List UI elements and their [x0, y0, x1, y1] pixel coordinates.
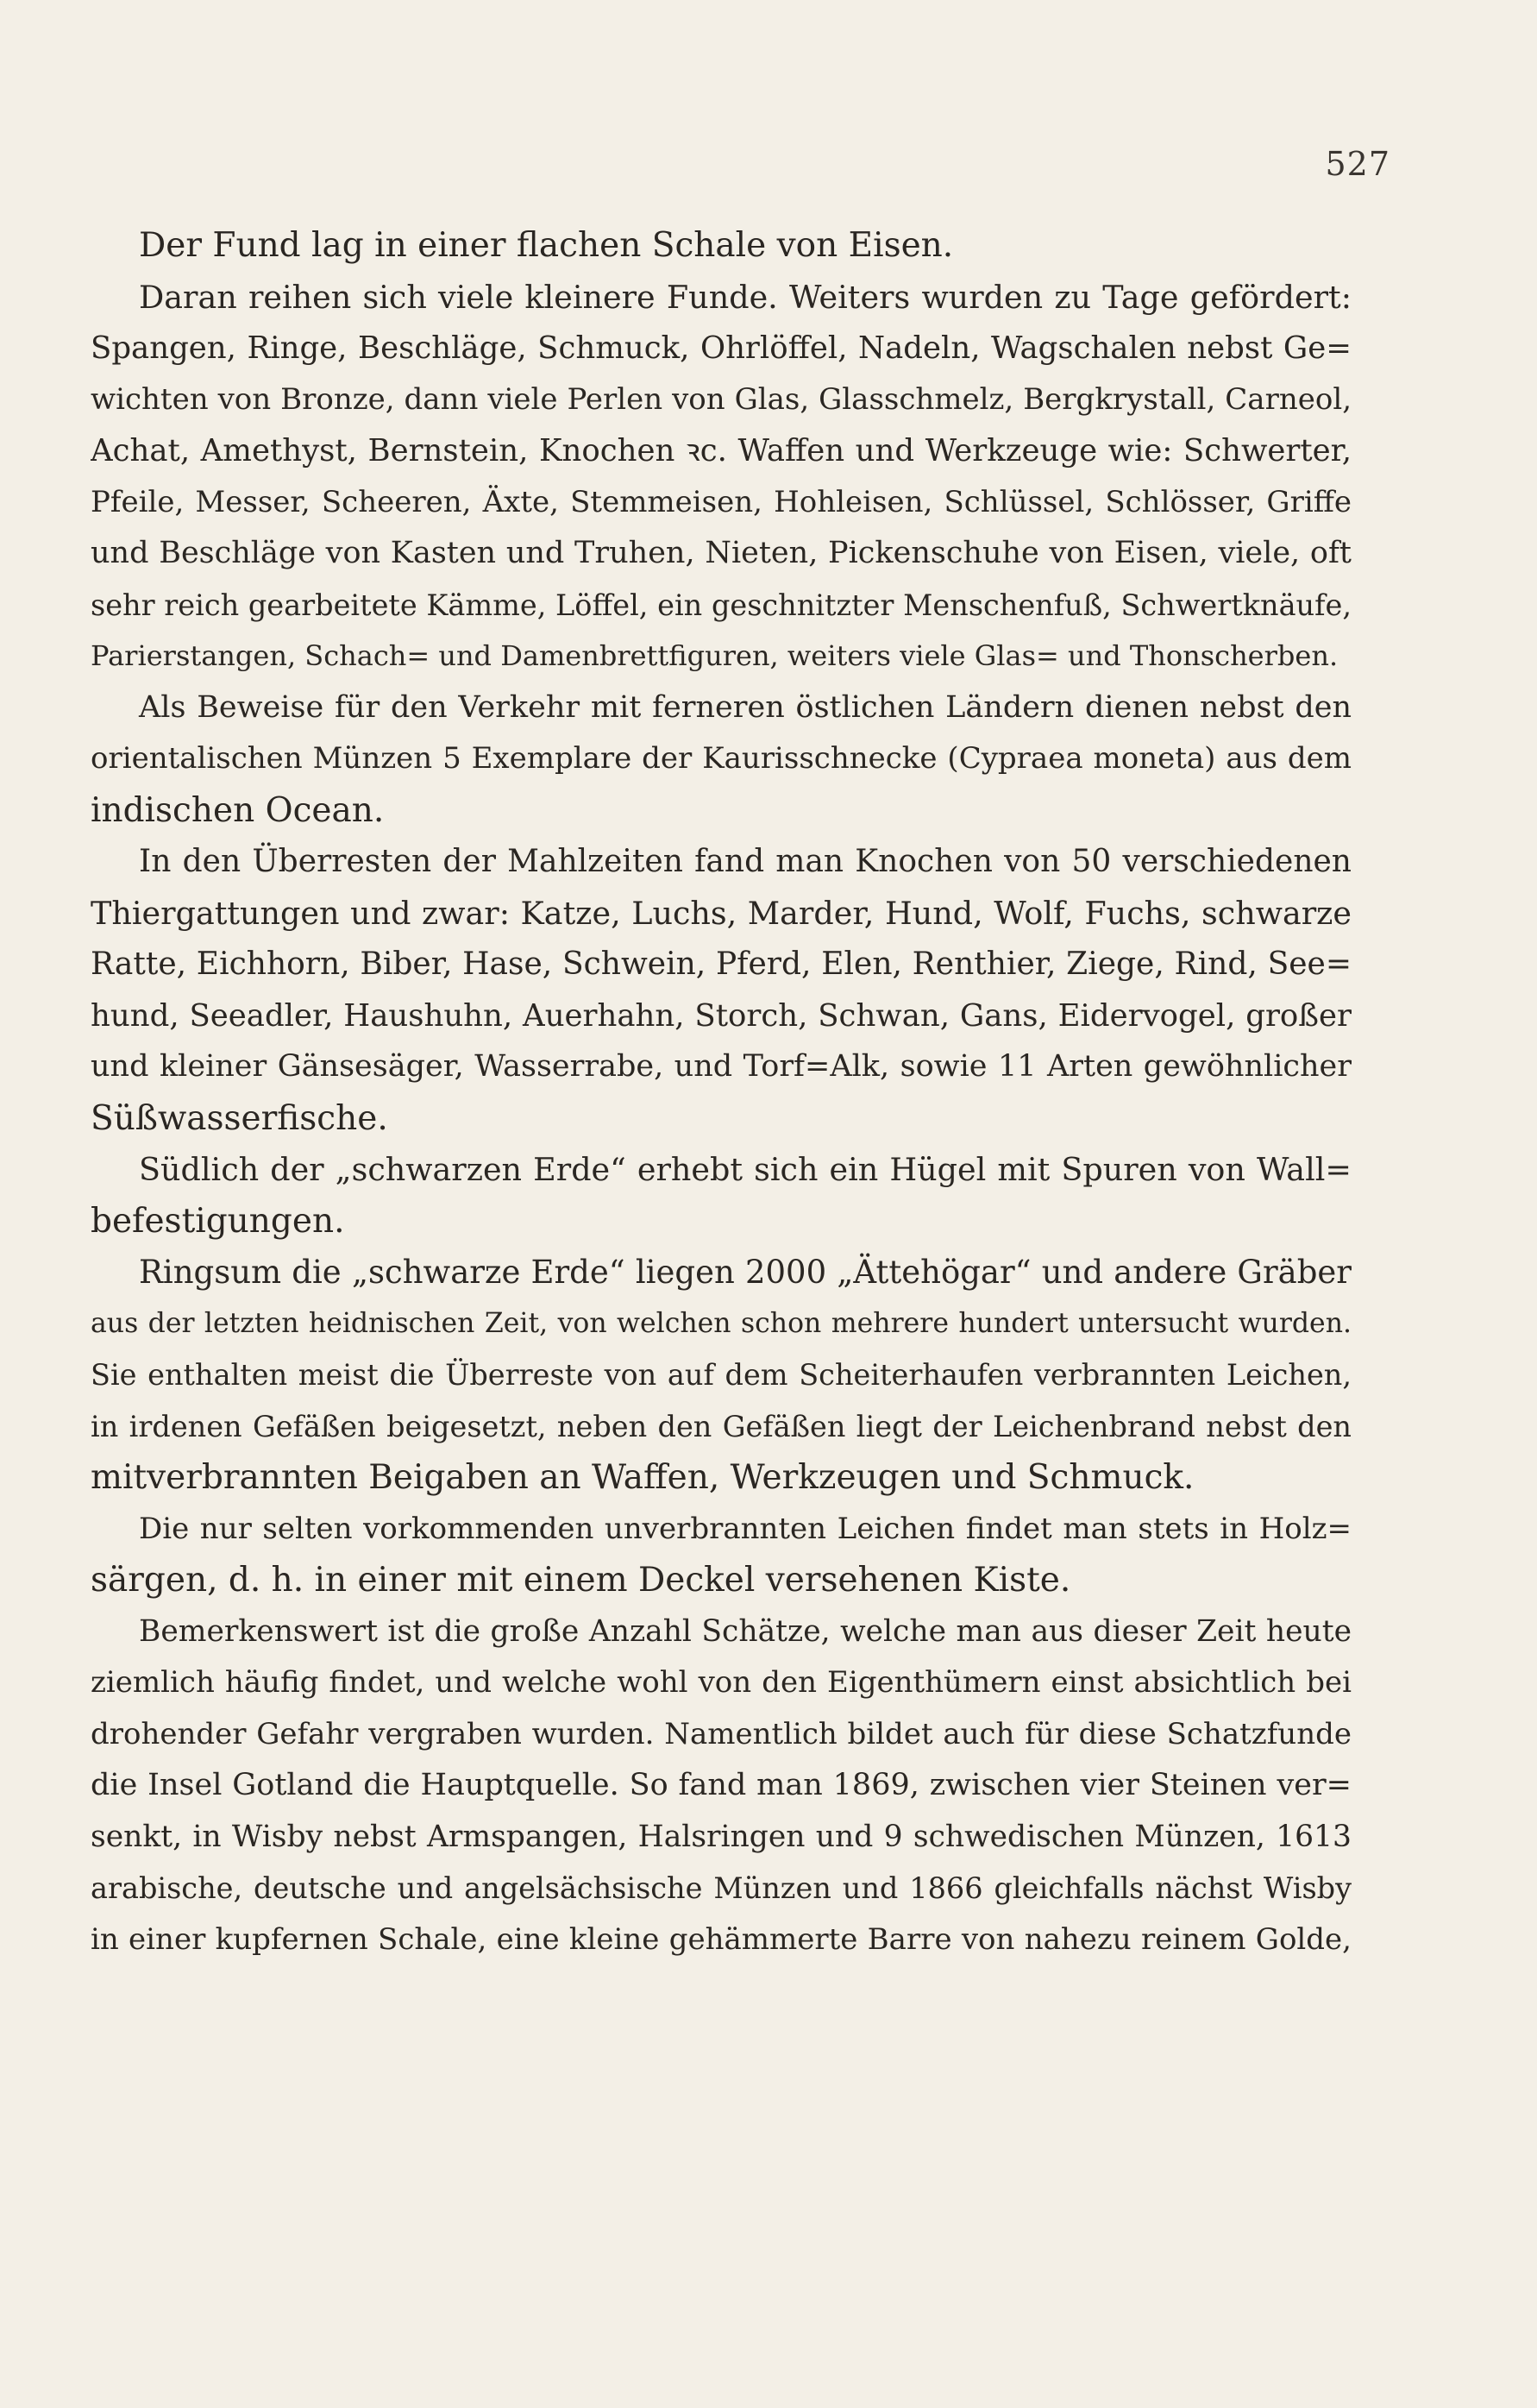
text-line: in irdenen Gefäßen beigesetzt, neben den Gefäßen liegt der Leichenbrand nebst den: [91, 1409, 1352, 1443]
text-line: Parierstangen, Schach= und Damenbrettfiguren, weiters viele Glas= und Thonscherben.: [91, 639, 1339, 672]
text-line: befestigungen.: [91, 1201, 345, 1241]
text-line: und kleiner Gänsesäger, Wasserrabe, und Torf=Alk, sowie 11 Arten gewöhnlicher: [91, 1049, 1352, 1084]
text-line: arabische, deutsche und angelsächsische Münzen und 1866 gleichfalls nächst Wisby: [91, 1871, 1352, 1905]
text-line: wichten von Bronze, dann viele Perlen von Glas, Glasschmelz, Bergkrystall, Carneol,: [91, 381, 1352, 417]
page-number: 527: [1325, 145, 1390, 183]
text-line: drohender Gefahr vergraben wurden. Namentlich bildet auch für diese Schatzfunde: [91, 1716, 1352, 1751]
text-line: hund, Seeadler, Haushuhn, Auerhahn, Storch, Schwan, Gans, Eidervogel, großer: [91, 997, 1352, 1034]
text-line: orientalischen Münzen 5 Exemplare der Kaurisschnecke (Cypraea moneta) aus dem: [91, 741, 1352, 776]
text-line: Als Beweise für den Verkehr mit ferneren östlichen Ländern dienen nebst den: [139, 689, 1352, 725]
text-line: Pfeile, Messer, Scheeren, Äxte, Stemmeisen, Hohleisen, Schlüssel, Schlösser, Griffe: [91, 484, 1352, 519]
text-line: Spangen, Ringe, Beschläge, Schmuck, Ohrlöffel, Nadeln, Wagschalen nebst Ge=: [91, 330, 1352, 366]
text-line: In den Überresten der Mahlzeiten fand man Knochen von 50 verschiedenen: [139, 844, 1352, 879]
text-line: und Beschläge von Kasten und Truhen, Nieten, Pickenschuhe von Eisen, viele, oft: [91, 536, 1352, 570]
body-text: [91, 220, 1352, 1965]
text-line: Thiergattungen und zwar: Katze, Luchs, Marder, Hund, Wolf, Fuchs, schwarze: [91, 894, 1352, 932]
text-line: ziemlich häufig findet, und welche wohl von den Eigenthümern einst absichtlich bei: [91, 1665, 1352, 1700]
text-line: Ringsum die „schwarze Erde“ liegen 2000 „Ättehögar“ und andere Gräber: [139, 1254, 1352, 1291]
text-line: mitverbrannten Beigaben an Waffen, Werkzeugen und Schmuck.: [91, 1458, 1195, 1497]
text-line: die Insel Gotland die Hauptquelle. So fand man 1869, zwischen vier Steinen ver=: [91, 1768, 1352, 1802]
text-line: indischen Ocean.: [91, 790, 385, 830]
text-line: Achat, Amethyst, Bernstein, Knochen ꝛc. Waffen und Werkzeuge wie: Schwerter,: [91, 433, 1352, 468]
text-line: in einer kupfernen Schale, eine kleine gehämmerte Barre von nahezu reinem Golde,: [91, 1921, 1352, 1957]
text-line: Der Fund lag in einer flachen Schale von Eisen.: [139, 226, 954, 265]
text-line: aus der letzten heidnischen Zeit, von welchen schon mehrere hundert untersucht wurden.: [91, 1307, 1352, 1339]
text-line: Sie enthalten meist die Überreste von auf dem Scheiterhaufen verbrannten Leichen,: [91, 1358, 1352, 1392]
text-line: Ratte, Eichhorn, Biber, Hase, Schwein, Pferd, Elen, Renthier, Ziege, Rind, See=: [91, 946, 1352, 982]
text-line: sehr reich gearbeitete Kämme, Löffel, ein geschnitzter Menschenfuß, Schwertknäufe,: [91, 588, 1352, 622]
text-line: Süßwasserfische.: [91, 1098, 388, 1138]
text-line: särgen, d. h. in einer mit einem Deckel versehenen Kiste.: [91, 1561, 1071, 1600]
text-line: Die nur selten vorkommenden unverbrannten Leichen findet man stets in Holz=: [139, 1511, 1352, 1546]
text-line: senkt, in Wisby nebst Armspangen, Halsringen und 9 schwedischen Münzen, 1613: [91, 1819, 1352, 1854]
text-line: Südlich der „schwarzen Erde“ erhebt sich ein Hügel mit Spuren von Wall=: [139, 1151, 1352, 1188]
text-line: Bemerkenswert ist die große Anzahl Schätze, welche man aus dieser Zeit heute: [139, 1613, 1352, 1649]
text-line: Daran reihen sich viele kleinere Funde. Weiters wurden zu Tage gefördert:: [139, 278, 1352, 316]
